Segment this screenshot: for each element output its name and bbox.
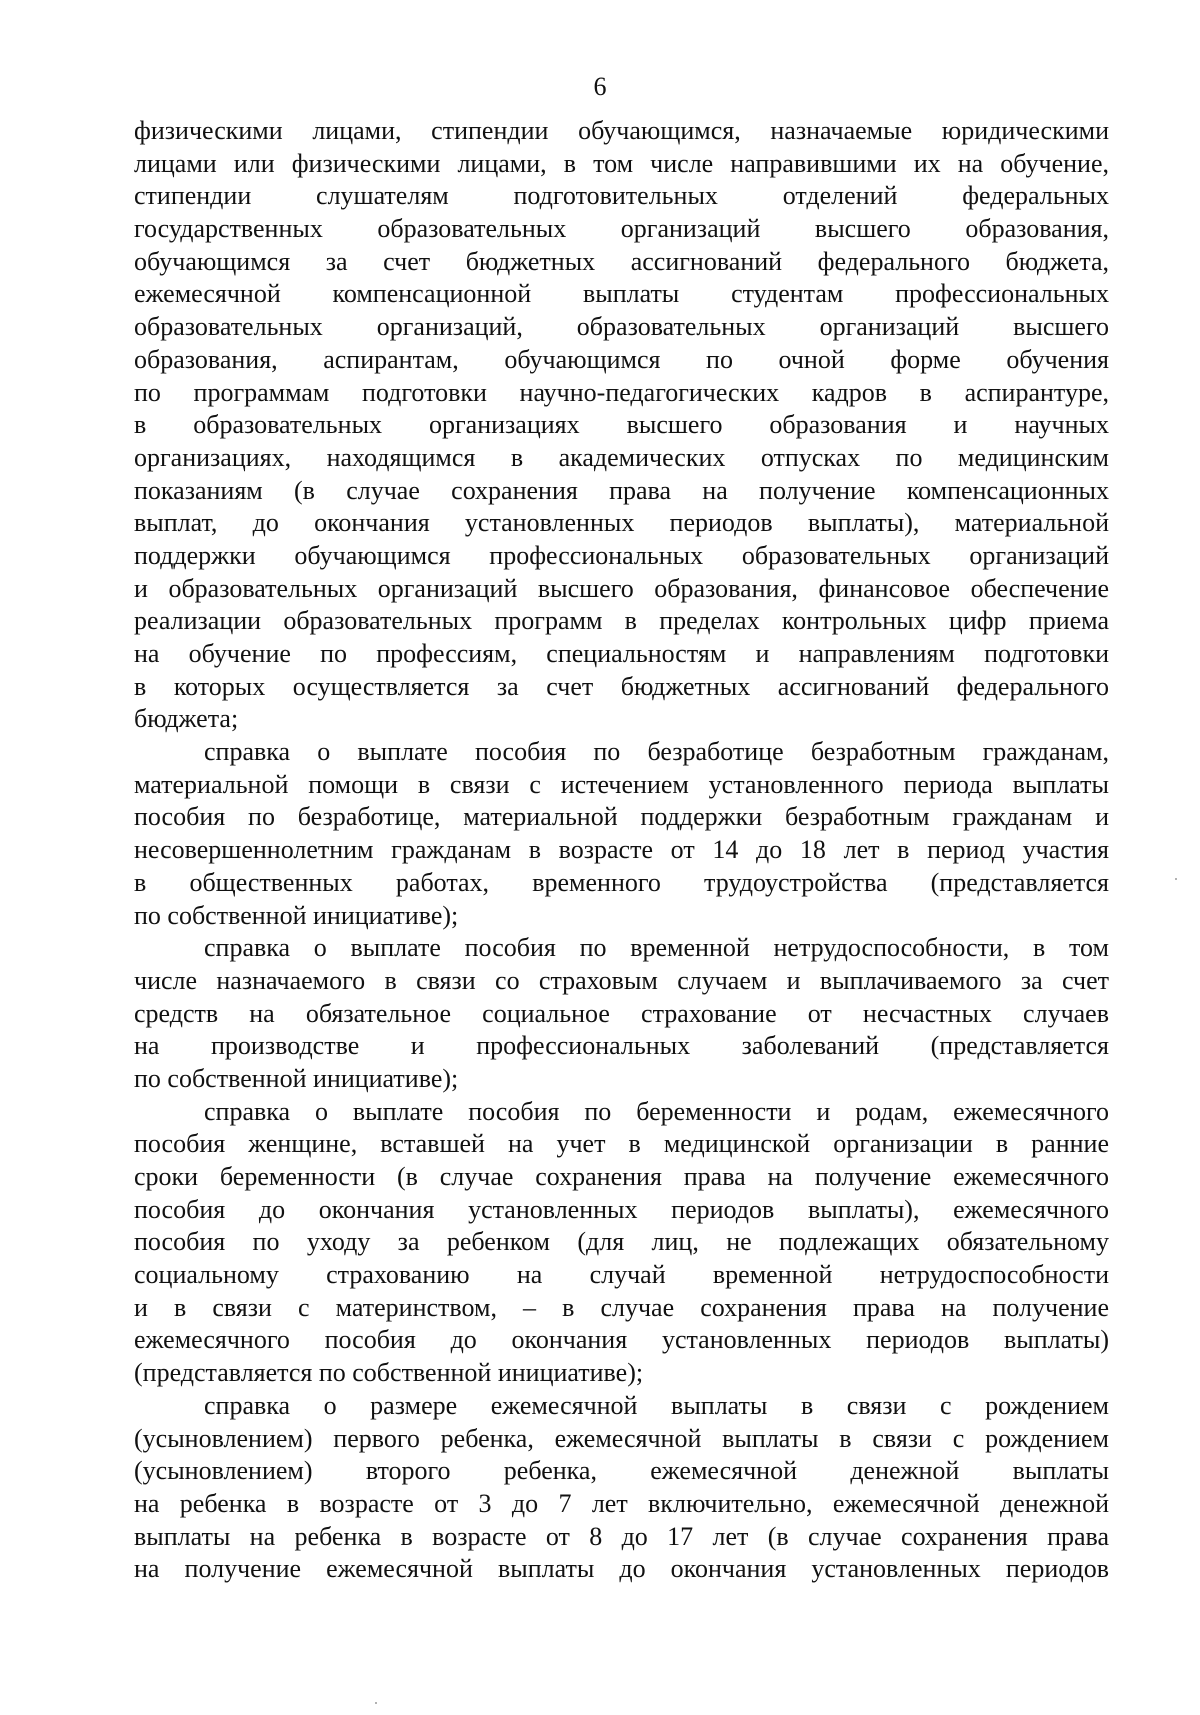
text-line: справка о размере ежемесячной выплаты в связи с рождением xyxy=(204,1390,1109,1420)
text-line: в образовательных организациях высшего образования и научных xyxy=(134,410,1109,440)
text-line: ежемесячной компенсационной выплаты студентам профессиональных xyxy=(134,279,1109,309)
text-line: реализации образовательных программ в пределах контрольных цифр приема xyxy=(134,606,1109,636)
text-line: на производстве и профессиональных заболеваний (представляется xyxy=(134,1031,1109,1061)
text-line: по собственной инициативе); xyxy=(134,900,459,930)
text-line: ежемесячного пособия до окончания установленных периодов выплаты) xyxy=(134,1325,1109,1355)
text-line: материальной помощи в связи с истечением установленного периода выплаты xyxy=(134,769,1109,799)
paragraph-disability-certificate xyxy=(134,932,1109,1095)
text-line: обучающимся за счет бюджетных ассигнований федерального бюджета, xyxy=(134,246,1109,276)
text-line: (усыновлением) второго ребенка, ежемесячной денежной выплаты xyxy=(134,1456,1109,1486)
paragraph-maternity-certificate xyxy=(134,1096,1109,1390)
text-line: образования, аспирантам, обучающимся по очной форме обучения xyxy=(134,344,1109,374)
scan-speck xyxy=(375,1702,377,1704)
text-line: справка о выплате пособия по безработице безработным гражданам, xyxy=(204,737,1109,767)
text-line: по собственной инициативе); xyxy=(134,1063,459,1093)
text-line: числе назначаемого в связи со страховым случаем и выплачиваемого за счет xyxy=(134,965,1109,995)
text-line: несовершеннолетним гражданам в возрасте от 14 до 18 лет в период участия xyxy=(134,835,1109,865)
text-line: пособия по безработице, материальной поддержки безработным гражданам и xyxy=(134,802,1109,832)
text-line: на ребенка в возрасте от 3 до 7 лет включительно, ежемесячной денежной xyxy=(134,1488,1109,1518)
text-line: лицами или физическими лицами, в том числе направившими их на обучение, xyxy=(134,148,1109,178)
text-line: справка о выплате пособия по временной нетрудоспособности, в том xyxy=(204,933,1109,963)
text-line: и в связи с материнством, – в случае сохранения права на получение xyxy=(134,1292,1109,1322)
paragraph-unemployment-certificate xyxy=(134,736,1109,932)
text-line: выплаты на ребенка в возрасте от 8 до 17 лет (в случае сохранения права xyxy=(134,1521,1109,1551)
text-line: (усыновлением) первого ребенка, ежемесячной выплаты в связи с рождением xyxy=(134,1423,1109,1453)
text-line: в общественных работах, временного трудоустройства (представляется xyxy=(134,867,1109,897)
text-line: социальному страхованию на случай временной нетрудоспособности xyxy=(134,1260,1109,1290)
text-line: государственных образовательных организаций высшего образования, xyxy=(134,214,1109,244)
text-line: организациях, находящимся в академических отпусках по медицинским xyxy=(134,442,1109,472)
text-line: справка о выплате пособия по беременности и родам, ежемесячного xyxy=(204,1096,1109,1126)
scan-speck xyxy=(1175,878,1177,880)
text-line: в которых осуществляется за счет бюджетных ассигнований федерального xyxy=(134,671,1109,701)
paragraph-scholarships xyxy=(134,115,1109,736)
document-body xyxy=(134,115,1109,1586)
text-line: средств на обязательное социальное страхование от несчастных случаев xyxy=(134,998,1109,1028)
text-line: поддержки обучающимся профессиональных образовательных организаций xyxy=(134,540,1109,570)
text-line: показаниям (в случае сохранения права на получение компенсационных xyxy=(134,475,1109,505)
text-line: пособия женщине, вставшей на учет в медицинской организации в ранние xyxy=(134,1129,1109,1159)
text-line: стипендии слушателям подготовительных отделений федеральных xyxy=(134,181,1109,211)
text-line: на получение ежемесячной выплаты до окончания установленных периодов xyxy=(134,1554,1109,1584)
text-line: физическими лицами, стипендии обучающимся, назначаемые юридическими xyxy=(134,116,1109,145)
paragraph-child-payment-certificate xyxy=(134,1390,1109,1586)
text-line: по программам подготовки научно-педагогических кадров в аспирантуре, xyxy=(134,377,1109,407)
page-number: 6 xyxy=(593,72,607,101)
text-line: бюджета; xyxy=(134,704,239,734)
text-line: образовательных организаций, образовательных организаций высшего xyxy=(134,312,1109,342)
text-line: (представляется по собственной инициативе); xyxy=(134,1358,644,1388)
text-line: выплат, до окончания установленных периодов выплаты), материальной xyxy=(134,508,1109,538)
text-line: пособия по уходу за ребенком (для лиц, не подлежащих обязательному xyxy=(134,1227,1109,1257)
text-line: сроки беременности (в случае сохранения права на получение ежемесячного xyxy=(134,1162,1109,1191)
text-line: на обучение по профессиям, специальностям и направлениям подготовки xyxy=(134,639,1109,668)
text-line: пособия до окончания установленных периодов выплаты), ежемесячного xyxy=(134,1194,1109,1224)
text-line: и образовательных организаций высшего образования, финансовое обеспечение xyxy=(134,573,1109,603)
